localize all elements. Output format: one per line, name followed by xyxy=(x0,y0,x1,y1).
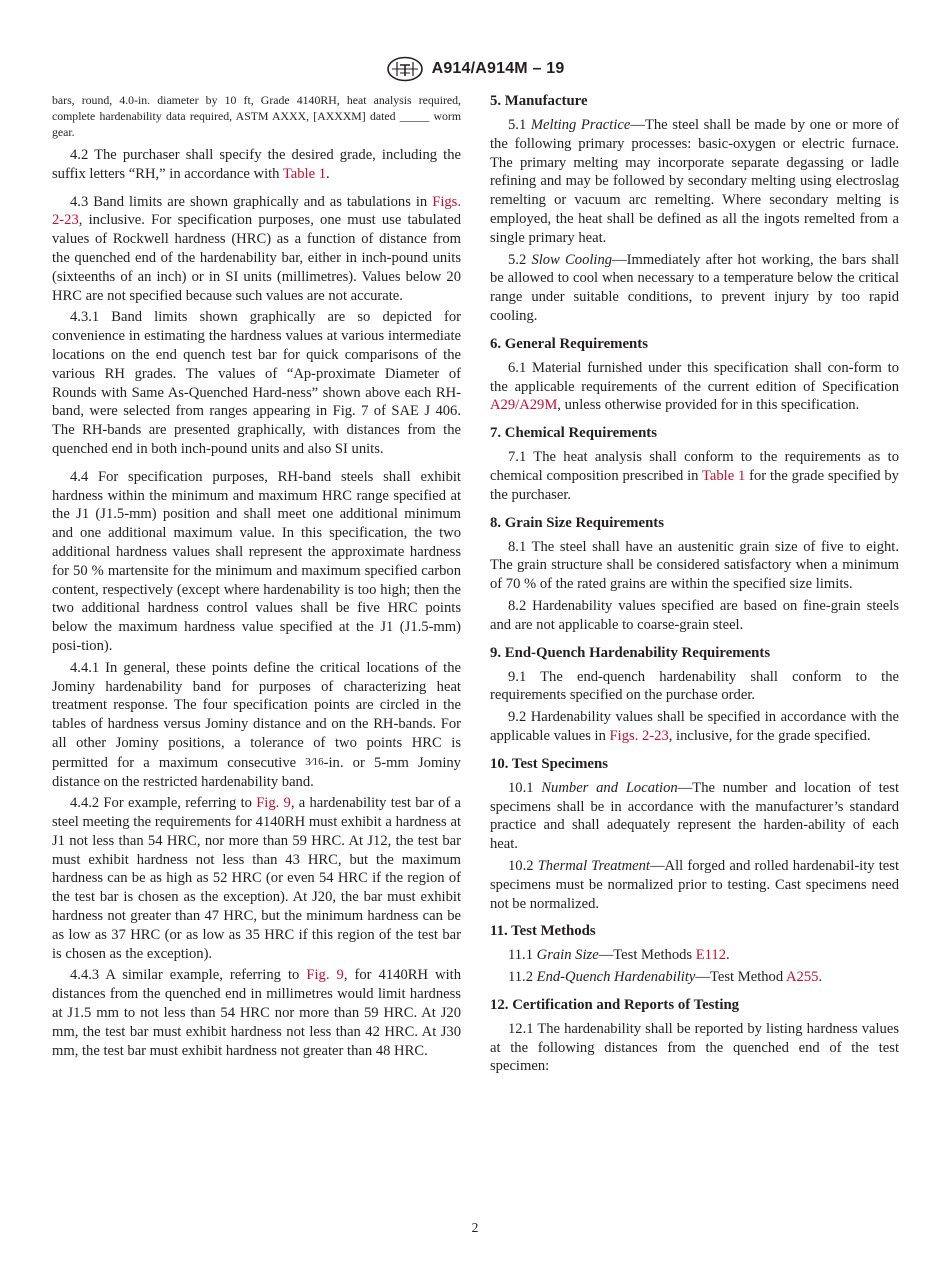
paragraph-11-1: 11.1 Grain Size—Test Methods E112. xyxy=(508,947,730,964)
e112-link[interactable]: E112 xyxy=(695,947,727,964)
fraction-3-16: 3⁄16 xyxy=(305,755,324,768)
paragraph-4-4-2: 4.4.2 For example, referring to Fig. 9, a hardenability test bar of a steel meeting the requirements for 4140RH must exhibit a hardness at J1 not less than 54 HRC, nor more than 59 HRC. At J12, the test bar must exhibit hardness not less than 43 HRC, but the maximum hardness can be as high as 52 HRC (or even 54 HRC if the region of the test bar is chosen as the exception). At J20, the bar must exhibit hardness not greater than 47 HRC, but the minimum hardness can be as low as 37 HRC (or as low as 35 HRC if this region of the test bar is chosen as the exception). xyxy=(52,795,462,962)
paragraph-10-1: 10.1 Number and Location—The number and location of test specimens shall be in accordance with the manufacturer’s standard practice and shall adequately represent the harden-ability of each heat. xyxy=(490,779,899,853)
fig-9-link[interactable]: Fig. 9 xyxy=(306,967,344,984)
section-heading-7: 7. Chemical Requirements xyxy=(490,425,657,442)
paragraph-4-3-1: 4.3.1 Band limits shown graphically are so depicted for convenience in estimating the hardness values at various intermediate locations on the end quench test bar for quick comparisons of the various RH grades. The values of “Ap-proximate Diameter of Rounds with Same As-Quenched Hard-ness” shown above each RH-band, were selected from ranges appearing in Fig. 7 of SAE J 406. The RH-bands are presented graphically, with distances from the quenched end in both inch-pound units and also SI units. xyxy=(52,309,461,457)
paragraph-5-2: 5.2 Slow Cooling—Immediately after hot working, the bars shall be allowed to cool when necessary to a temperature below the critical range under suitable conditions, to prevent injury by too rapid cooling. xyxy=(490,251,900,324)
a255-link[interactable]: A255 xyxy=(786,969,819,986)
paragraph-8-2: 8.2 Hardenability values specified are based on fine-grain steels and are not applicable to coarse-grain steel. xyxy=(490,597,899,633)
section-heading-11: 11. Test Methods xyxy=(490,923,596,940)
section-heading-6: 6. General Requirements xyxy=(490,335,648,352)
section-heading-10: 10. Test Specimens xyxy=(490,755,608,772)
section-heading-9: 9. End-Quench Hardenability Requirements xyxy=(490,644,771,661)
section-heading-12: 12. Certification and Reports of Testing xyxy=(490,996,740,1013)
page-header xyxy=(0,56,950,82)
paragraph-4-4-3: 4.4.3 A similar example, referring to Fig. 9, for 4140RH with distances from the quenched end in millimetres would limit hardness at J1.5 mm to not less than 54 HRC nor more than 59 HRC. At J20 mm, the test bar must exhibit hardness not less than 42 HRC. At J30 mm, the test bar must exhibit hardness not greater than 48 HRC. xyxy=(52,967,461,1059)
table-1-link[interactable]: Table 1 xyxy=(282,165,327,182)
astm-logo-icon xyxy=(386,56,424,82)
paragraph-4-1-fragment: bars, round, 4.0-in. diameter by 10 ft, Grade 4140RH, heat analysis required, complete hardenability data required, ASTM AXXX, [AXXXM] dated _____ worm gear. xyxy=(52,93,461,139)
table-1-link[interactable]: Table 1 xyxy=(702,467,746,484)
document-designation: A914/A914M – 19 xyxy=(431,60,565,77)
left-column xyxy=(52,92,461,1069)
paragraph-12-1: 12.1 The hardenability shall be reported by listing hardness values at the following distances from the quenched end of the test specimen: xyxy=(490,1020,899,1075)
paragraph-4-2: 4.2 The purchaser shall specify the desired grade, including the suffix letters “RH,” in accordance with Table 1. xyxy=(52,147,461,182)
paragraph-11-2: 11.2 End-Quench Hardenability—Test Method A255. xyxy=(508,969,823,986)
paragraph-7-1: 7.1 The heat analysis shall conform to the requirements as to chemical composition prescribed in Table 1 for the grade specified by the purchaser. xyxy=(490,449,899,503)
paragraph-4-3: 4.3 Band limits are shown graphically and as tabulations in Figs. 2-23, inclusive. For specification purposes, one must use tabulated values of Rockwell hardness (HRC) as a function of distance from the quenched end of the hardenability bar, either in inch-pound units (sixteenths of an inch) or in SI units (millimetres). Values below 20 HRC are not specified because such values are not accurate. xyxy=(52,193,461,304)
a29-a29m-link[interactable]: A29/A29M xyxy=(490,397,558,414)
figs-2-23-link[interactable]: Figs. 2-23 xyxy=(52,193,461,229)
paragraph-9-2: 9.2 Hardenability values shall be specified in accordance with the applicable values in Figs. 2-23, inclusive, for the grade specified. xyxy=(490,709,899,744)
figs-2-23-link[interactable]: Figs. 2-23 xyxy=(609,727,669,744)
section-heading-5: 5. Manufacture xyxy=(490,93,588,109)
paragraph-4-4-1: 4.4.1 In general, these points define the critical locations of the Jominy hardenability band for purposes of characterizing heat treatment response. The four specification points are circled in the tables of hardness versus Jominy distance and on the RH-bands. For all other Jominy positions, a tolerance of two points HRC is permitted for a maximum consecutive 3⁄16-in. or 5-mm Jominy distance on the restricted hardenability band. xyxy=(52,659,461,790)
paragraph-10-2: 10.2 Thermal Treatment—All forged and rolled hardenabil-ity test specimens must be normalized prior to testing. Cast specimens need not be normalized. xyxy=(490,857,899,912)
paragraph-5-1: 5.1 Melting Practice—The steel shall be made by one or more of the following primary processes: basic-oxygen or electric furnace. The primary melting may incorporate separate degassing or ladle refining and may be followed by secondary melting using electroslag remelting or vacuum arc remelting. Where secondary melting is employed, the heat shall be defined as all the ingots remelted from a single primary heat. xyxy=(490,117,899,246)
page-number: 2 xyxy=(471,1220,479,1235)
right-column xyxy=(490,92,899,1085)
paragraph-9-1: 9.1 The end-quench hardenability shall conform to the requirements specified on the purchase order. xyxy=(490,668,899,704)
section-heading-8: 8. Grain Size Requirements xyxy=(490,514,664,531)
fig-9-link[interactable]: Fig. 9 xyxy=(256,795,291,812)
paragraph-6-1: 6.1 Material furnished under this specification shall con-form to the applicable requirements of the current edition of Specification A29/A29M, unless otherwise provided for in this specification. xyxy=(490,359,899,414)
paragraph-8-1: 8.1 The steel shall have an austenitic grain size of five to eight. The grain structure shall be considered satisfactory when a minimum of 70 % of the rated grains are within the specified size limits. xyxy=(490,538,899,593)
paragraph-4-4: 4.4 For specification purposes, RH-band steels shall exhibit hardness within the minimum and maximum HRC range specified at the J1 (J1.5-mm) position and shall meet one additional minimum and one additional maximum value. In this specification, the two additional hardness values shall represent the approximate hardness for 50 % martensite for the minimum and maximum specified carbon content, respectively (except where hardenability is too high; then the two additional hardness control values shall be five HRC points below the maximum hardness value specified at the J1 (J1.5-mm) posi-tion). xyxy=(52,468,461,654)
